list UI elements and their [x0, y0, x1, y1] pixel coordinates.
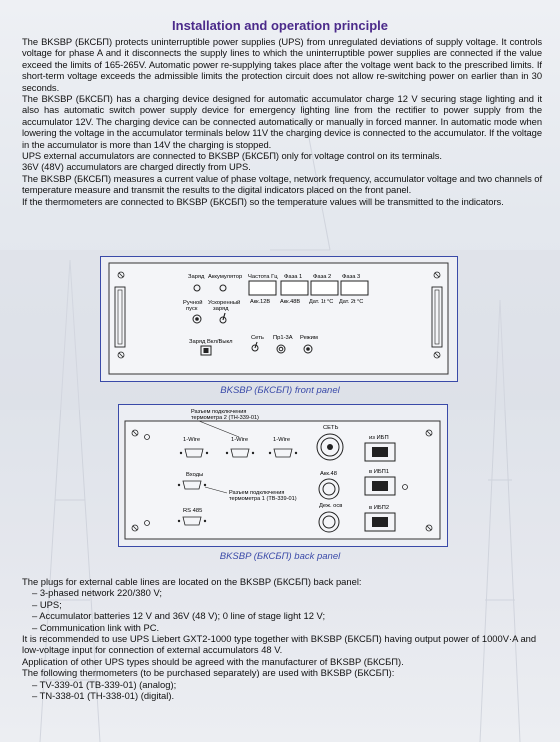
panel-label: Акк.12В: [250, 299, 271, 305]
panel-label: пуск: [186, 306, 198, 312]
panel-label: термометра 1 (ТВ-339-01): [229, 496, 297, 502]
panel-label: термометра 2 (ТН-339-01): [191, 415, 259, 421]
panel-label: Входы: [186, 472, 204, 478]
intro-paragraph: The BKSBP (БКСБП) measures a current value of phase voltage, network frequency, accumulator voltage and two channels of temperature measure and transmit the results to the digital indicators placed on the front panel.: [22, 172, 542, 196]
panel-label: заряд: [213, 306, 229, 312]
list-item: – Communication link with PC.: [32, 621, 160, 633]
panel-label: из ИБП: [369, 435, 389, 441]
panel-label: 1-Wire: [231, 437, 249, 443]
panel-label: Деж. осв: [319, 503, 343, 509]
panel-label: Фаза 3: [342, 274, 361, 280]
panel-label: 1-Wire: [183, 437, 201, 443]
panel-label: в ИБП1: [369, 469, 390, 475]
outro-paragraph: Application of other UPS types should be agreed with the manufacturer of BKSBP (БКСБП).: [22, 655, 404, 667]
panel-label: Акк.48: [320, 471, 337, 477]
panel-label: СЕТЬ: [323, 425, 339, 431]
panel-label: Частота Гц: [248, 274, 278, 280]
indicator-phase2: [311, 281, 338, 295]
back-panel-frame: [118, 404, 448, 547]
outro-lead: The plugs for external cable lines are located on the BKSBP (БКСБП) back panel:: [22, 576, 362, 587]
front-panel-frame: [100, 256, 458, 382]
label-thermometer1: Разъем подключения: [229, 490, 285, 496]
outro-text: [22, 576, 542, 701]
panel-label: Сеть: [251, 335, 264, 341]
list-item: – TN-338-01 (ТН-338-01) (digital).: [32, 690, 175, 702]
front-panel-caption: BKSBP (БКСБП) front panel: [220, 385, 340, 396]
intro-text: [22, 36, 542, 207]
front-panel-drawing: [101, 257, 456, 380]
label-accumulator: Аккумулятор: [208, 274, 243, 280]
back-panel-drawing: [119, 405, 446, 545]
intro-paragraph: The BKSBP (БКСБП) protects uninterruptible power supplies (UPS) from unregulated deviations of supply voltage. It controls voltage for phase A and it disconnects the supply lines to which the uninterruptible power supplies are connected if the value exceed the limits of 165-265V. Automatic power re-supplying takes place after the voltage went back to the prescribed limits. If short-term voltage exceeds the admissible limits the protection circuit does not allow re-switching power on earlier than in 30 seconds.: [22, 36, 542, 93]
panel-label: Акк.48В: [280, 299, 301, 305]
label-thermometer2: Разъем подключения: [191, 409, 247, 415]
back-panel-caption: BKSBP (БКСБП) back panel: [219, 551, 341, 562]
outro-paragraph: The following thermometers (to be purchased separately) are used with BKSBP (БКСБП):: [22, 667, 395, 679]
panel-label: Ручной: [183, 300, 203, 306]
panel-label: Ускоренный: [208, 300, 241, 306]
panel-label: в ИБП2: [369, 505, 390, 511]
list-item: – UPS;: [32, 598, 62, 610]
indicator-phase3: [341, 281, 368, 295]
page-title: Installation and operation principle: [172, 18, 388, 33]
intro-paragraph: The BKSBP (БКСБП) has a charging device designed for automatic accumulator charge 12 V securing stage lighting and it also has automatic switch power supply device for emergency lighting line from the rectifier to power supply from the accumulator 12V. The charging device can be connected automatically or manually in forced manner. In automatic mode when lowering the voltage in the accumulator terminals below 11V the charging device is connected to the accumulator. If the voltage in the accumulator is more than 14V the charging is stopped.: [22, 93, 542, 150]
panel-label: RS 485: [183, 508, 203, 514]
panel-label: Заряд Вкл/Выкл: [189, 339, 233, 345]
indicator-frequency: [249, 281, 276, 295]
panel-label: Фаза 2: [313, 274, 332, 280]
panel-label: Режим: [300, 335, 318, 341]
outro-paragraph: It is recommended to use UPS Liebert GXT2-1000 type together with BKSBP (БКСБП) having output power of 1000V·A and low-voltage input for connection of external accumulators 48 V.: [22, 633, 537, 656]
list-item: – 3-phased network 220/380 V;: [32, 587, 162, 599]
label-charge: Заряд: [188, 274, 205, 280]
list-item: – Accumulator batteries 12 V and 36V (48 V); 0 line of stage light 12 V;: [32, 610, 326, 622]
panel-label: Дат. 2t °C: [339, 299, 364, 305]
indicator-phase1: [281, 281, 308, 295]
list-item: – TV-339-01 (ТВ-339-01) (analog);: [32, 678, 177, 690]
intro-paragraph: 36V (48V) accumulators are charged directly from UPS.: [22, 161, 251, 173]
panel-label: Фаза 1: [284, 274, 303, 280]
panel-label: Дат. 1t °C: [309, 299, 334, 305]
intro-paragraph: If the thermometers are connected to BKSBP (БКСБП) so the temperature values will be transmitted to the indicators.: [22, 195, 504, 207]
panel-label: 1-Wire: [273, 437, 291, 443]
intro-paragraph: UPS external accumulators are connected to BKSBP (БКСБП) only for voltage control on its terminals.: [22, 150, 442, 162]
panel-label: Пр1-3А: [273, 335, 293, 341]
